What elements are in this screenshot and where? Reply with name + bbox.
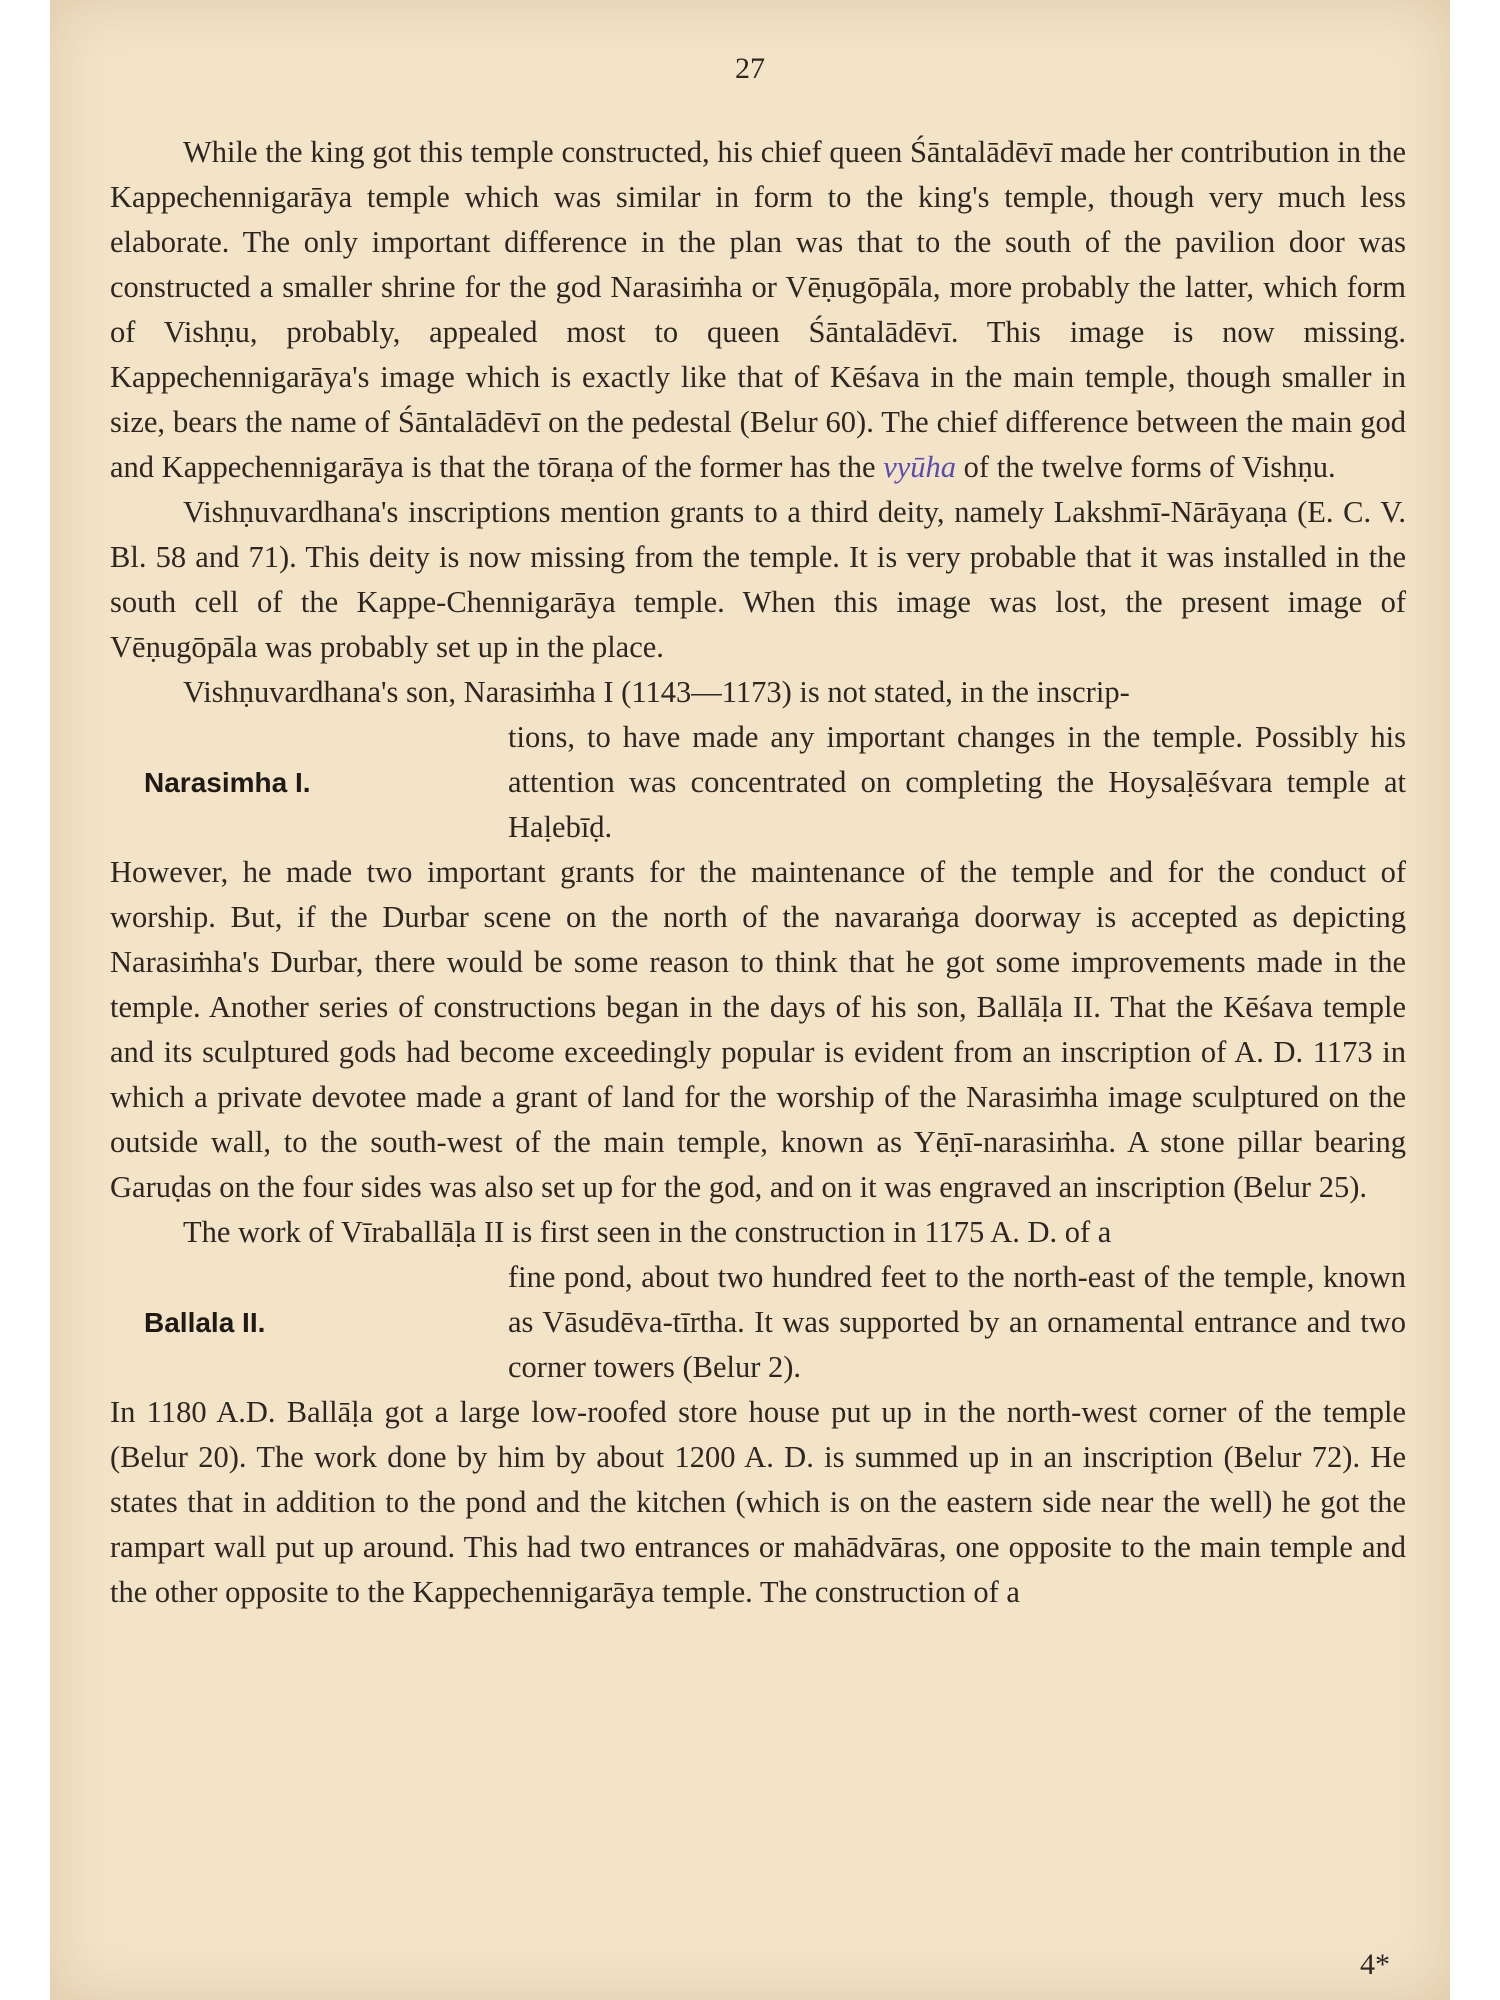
paragraph-1-end: of the twelve forms of Vishṇu. <box>963 450 1336 484</box>
page-body <box>110 130 1406 1615</box>
signature-mark: 4* <box>1360 1948 1390 1981</box>
paragraph-4-rest: In 1180 A.D. Ballāḷa got a large low-roofed store house put up in the north-west corner of the temple (Belur 20). The work done by him by about 1200 A. D. is summed up in an inscription (Belur 72). He states that in addition to the pond and the kitchen (which is on the eastern side near the well) he got the rampart wall put up around. This had two entrances or mahādvāras, one opposite to the main temple and the other opposite to the Kappechennigarāya temple. The construction of a <box>110 1395 1406 1609</box>
paragraph-1 <box>110 130 1406 490</box>
paragraph-3-rest: However, he made two important grants for the maintenance of the temple and for the conduct of worship. But, if the Durbar scene on the north of the navaraṅga doorway is accepted as depicting Narasiṁha's Durbar, there would be some reason to think that he got some improvements made in the temple. Another series of constructions began in the days of his son, Ballāḷa II. That the Kēśava temple and its sculptured gods had become exceedingly popular is evident from an inscription of A. D. 1173 in which a private devotee made a grant of land for the worship of the Narasiṁha image sculptured on the outside wall, to the south-west of the main temple, known as Yēṇī-narasiṁha. A stone pillar bearing Garuḍas on the four sides was also set up for the god, and on it was engraved an inscription (Belur 25). <box>110 855 1406 1204</box>
paragraph-2: Vishṇuvardhana's inscriptions mention grants to a third deity, namely Lakshmī-Nārāyaṇa (E. C. V. Bl. 58 and 71). This deity is now missing from the temple. It is very probable that it was installed in the south cell of the Kappe-Chennigarāya temple. When this image was lost, the present image of Vēṇugōpāla was probably set up in the place. <box>110 495 1406 664</box>
book-page <box>50 0 1450 2000</box>
paragraph-4-first-line: The work of Vīraballāḷa II is first seen in the construction in 1175 A. D. of a <box>183 1215 1112 1249</box>
paragraph-3-side-text: tions, to have made any important changes in the temple. Possibly his attention was concentrated on completing the Hoysaḷēśvara temple at Haḷebīḍ. <box>508 720 1406 844</box>
paragraph-3-first-line: Vishṇuvardhana's son, Narasiṁha I (1143—1173) is not stated, in the inscrip- <box>183 675 1130 709</box>
ballala-side-block <box>110 1255 1406 1390</box>
paragraph-1-text: While the king got this temple constructed, his chief queen Śāntalādēvī made her contribution in the Kappechennigarāya temple which was similar in form to the king's temple, though very much less elaborate. The only important difference in the plan was that to the south of the pavilion door was constructed a smaller shrine for the god Narasiṁha or Vēṇugōpāla, more probably the latter, which form of Vishṇu, probably, appealed most to queen Śāntalādēvī. This image is now missing. Kappechennigarāya's image which is exactly like that of Kēśava in the main temple, though smaller in size, bears the name of Śāntalādēvī on the pedestal (Belur 60). The chief difference between the main god and Kappechennigarāya is that the tōraṇa of the former has the <box>110 135 1406 484</box>
margin-heading-narasimha: Narasimha I. <box>144 767 311 798</box>
paragraph-4-side-text: fine pond, about two hundred feet to the north-east of the temple, known as Vāsudēva-tīrtha. It was supported by an ornamental entrance and two corner towers (Belur 2). <box>508 1260 1406 1384</box>
margin-heading-ballala: Ballala II. <box>144 1307 266 1338</box>
paragraph-1-italic: vyūha <box>883 450 957 484</box>
narasimha-side-block <box>110 715 1406 850</box>
page-number: 27 <box>735 52 765 85</box>
